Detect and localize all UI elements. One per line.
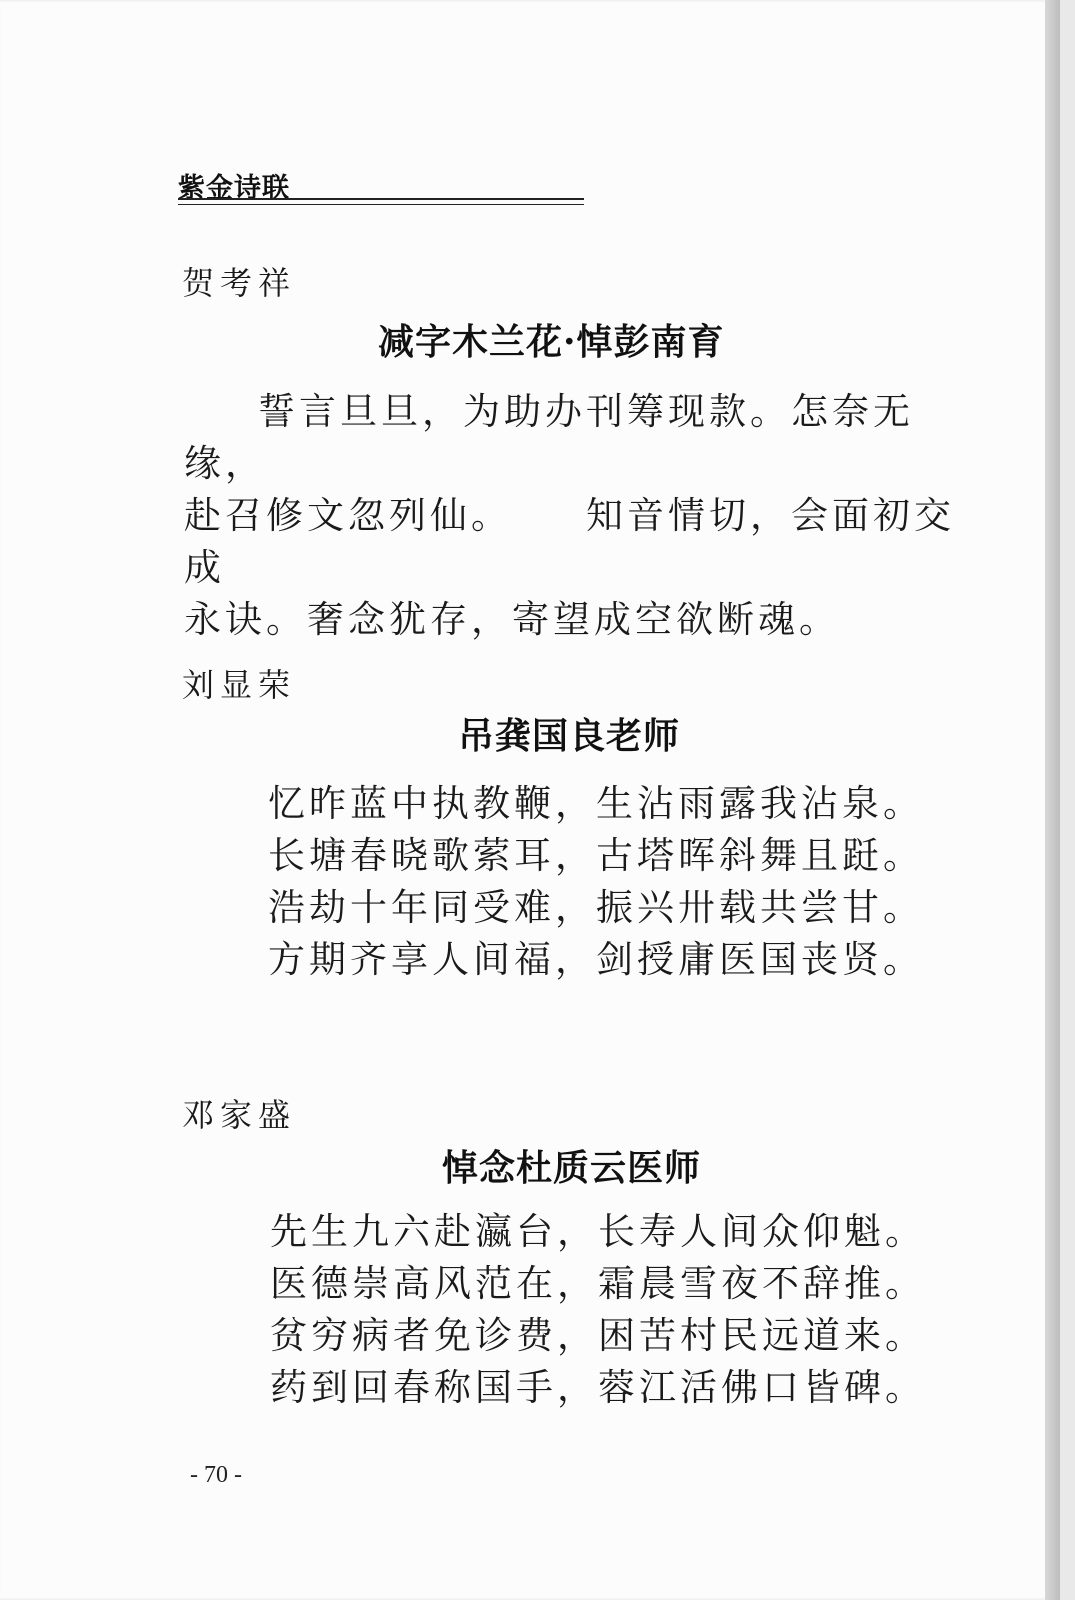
running-header: 紫金诗联 [178,173,290,204]
poem-author: 贺考祥 [182,264,297,302]
poem-line: 誓言旦旦，为助办刊筹现款。怎奈无缘， [184,390,914,485]
poem-line: 医德崇高风范在，霜晨雪夜不辞推。 [270,1262,926,1305]
poem-title: 悼念杜质云医师 [442,1147,702,1189]
poem-line: 长塘春晓歌萦耳，古塔晖斜舞且跹。 [268,834,924,877]
poem-body [184,386,984,646]
poem-body [270,1206,926,1414]
header-rule [178,198,584,205]
poem-line: 药到回春称国手，蓉江活佛口皆碑。 [270,1366,926,1409]
poem-body [268,778,924,986]
page-number: - 70 - [190,1462,242,1488]
poem-author: 邓家盛 [182,1096,297,1134]
poem-line: 浩劫十年同受难，振兴卅载共尝甘。 [268,886,924,929]
poem-line: 先生九六赴瀛台，长寿人间众仰魁。 [270,1210,926,1253]
poem-author: 刘显荣 [182,666,297,704]
poem-line: 永诀。奢念犹存，寄望成空欲断魂。 [184,598,840,641]
page-edge-shadow [1045,0,1060,1600]
poem-title: 减字木兰花·悼彭南育 [378,321,725,363]
poem-line: 方期齐享人间福，剑授庸医国丧贤。 [268,938,924,981]
poem-title: 吊龚国良老师 [458,715,681,757]
poem-line: 赴召修文忽列仙。 知音情切，会面初交成 [184,494,955,589]
poem-line: 忆昨蓝中执教鞭，生沾雨露我沾泉。 [268,782,924,825]
poem-line: 贫穷病者免诊费，困苦村民远道来。 [270,1314,926,1357]
